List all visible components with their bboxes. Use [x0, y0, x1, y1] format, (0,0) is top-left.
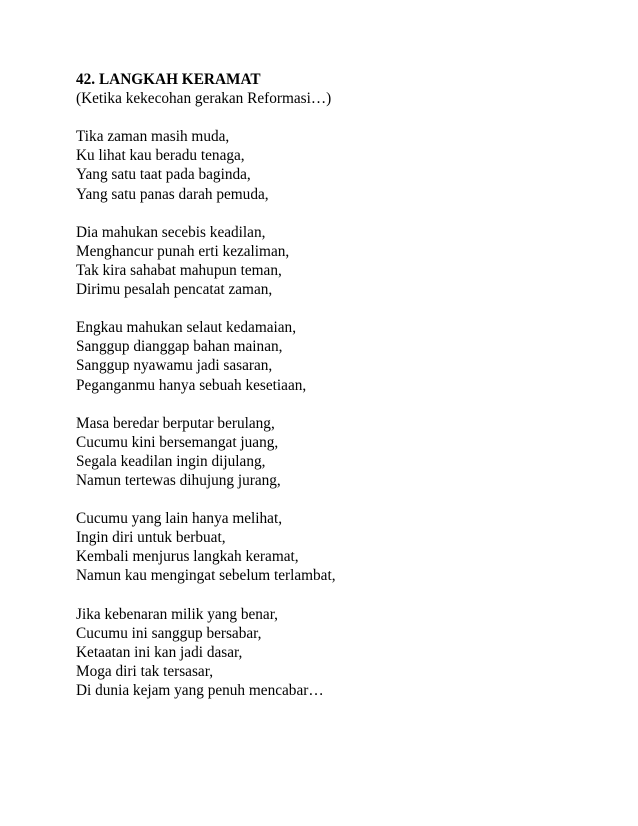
poem-line: Namun tertewas dihujung jurang,	[76, 471, 281, 489]
poem-line: Segala keadilan ingin dijulang,	[76, 452, 266, 470]
poem-line: Sanggup dianggap bahan mainan,	[76, 338, 283, 356]
stanza-2	[76, 223, 596, 299]
poem-line: Masa beredar berputar berulang,	[76, 414, 275, 432]
poem-line: Di dunia kejam yang penuh mencabar…	[76, 682, 324, 699]
stanza-5	[76, 509, 596, 585]
poem-line: Engkau mahukan selaut kedamaian,	[76, 319, 297, 337]
poem-line: Dirimu pesalah pencatat zaman,	[76, 281, 273, 299]
poem-line: Dia mahukan secebis keadilan,	[76, 223, 266, 241]
poem-line: Menghancur punah erti kezaliman,	[76, 242, 290, 260]
poem-line: Cucumu yang lain hanya melihat,	[76, 510, 283, 528]
poem-line: Ku lihat kau beradu tenaga,	[76, 147, 245, 165]
poem-line: Cucumu ini sanggup bersabar,	[76, 624, 262, 642]
poem-line: Yang satu taat pada baginda,	[76, 166, 251, 184]
poem-line: Ketaatan ini kan jadi dasar,	[76, 643, 243, 661]
poem-line: Ingin diri untuk berbuat,	[76, 529, 226, 547]
stanza-3	[76, 318, 596, 394]
poem-line: Sanggup nyawamu jadi sasaran,	[76, 357, 273, 375]
poem-line: Cucumu kini bersemangat juang,	[76, 433, 279, 451]
poem-subtitle: (Ketika kekecohan gerakan Reformasi…)	[76, 90, 332, 108]
stanza-4	[76, 414, 596, 490]
poem-title: 42. LANGKAH KERAMAT	[76, 71, 261, 88]
poem-line: Tak kira sahabat mahupun teman,	[76, 261, 282, 279]
poem-line: Tika zaman masih muda,	[76, 128, 230, 146]
stanza-1	[76, 127, 596, 203]
poem-line: Kembali menjurus langkah keramat,	[76, 548, 299, 566]
poem-line: Peganganmu hanya sebuah kesetiaan,	[76, 376, 307, 394]
poem-line: Moga diri tak tersasar,	[76, 662, 214, 680]
poem-line: Namun kau mengingat sebelum terlambat,	[76, 567, 336, 585]
poem-line: Yang satu panas darah pemuda,	[76, 185, 269, 203]
stanza-6	[76, 605, 596, 700]
poem-line: Jika kebenaran milik yang benar,	[76, 605, 278, 623]
poem-content	[76, 70, 596, 719]
